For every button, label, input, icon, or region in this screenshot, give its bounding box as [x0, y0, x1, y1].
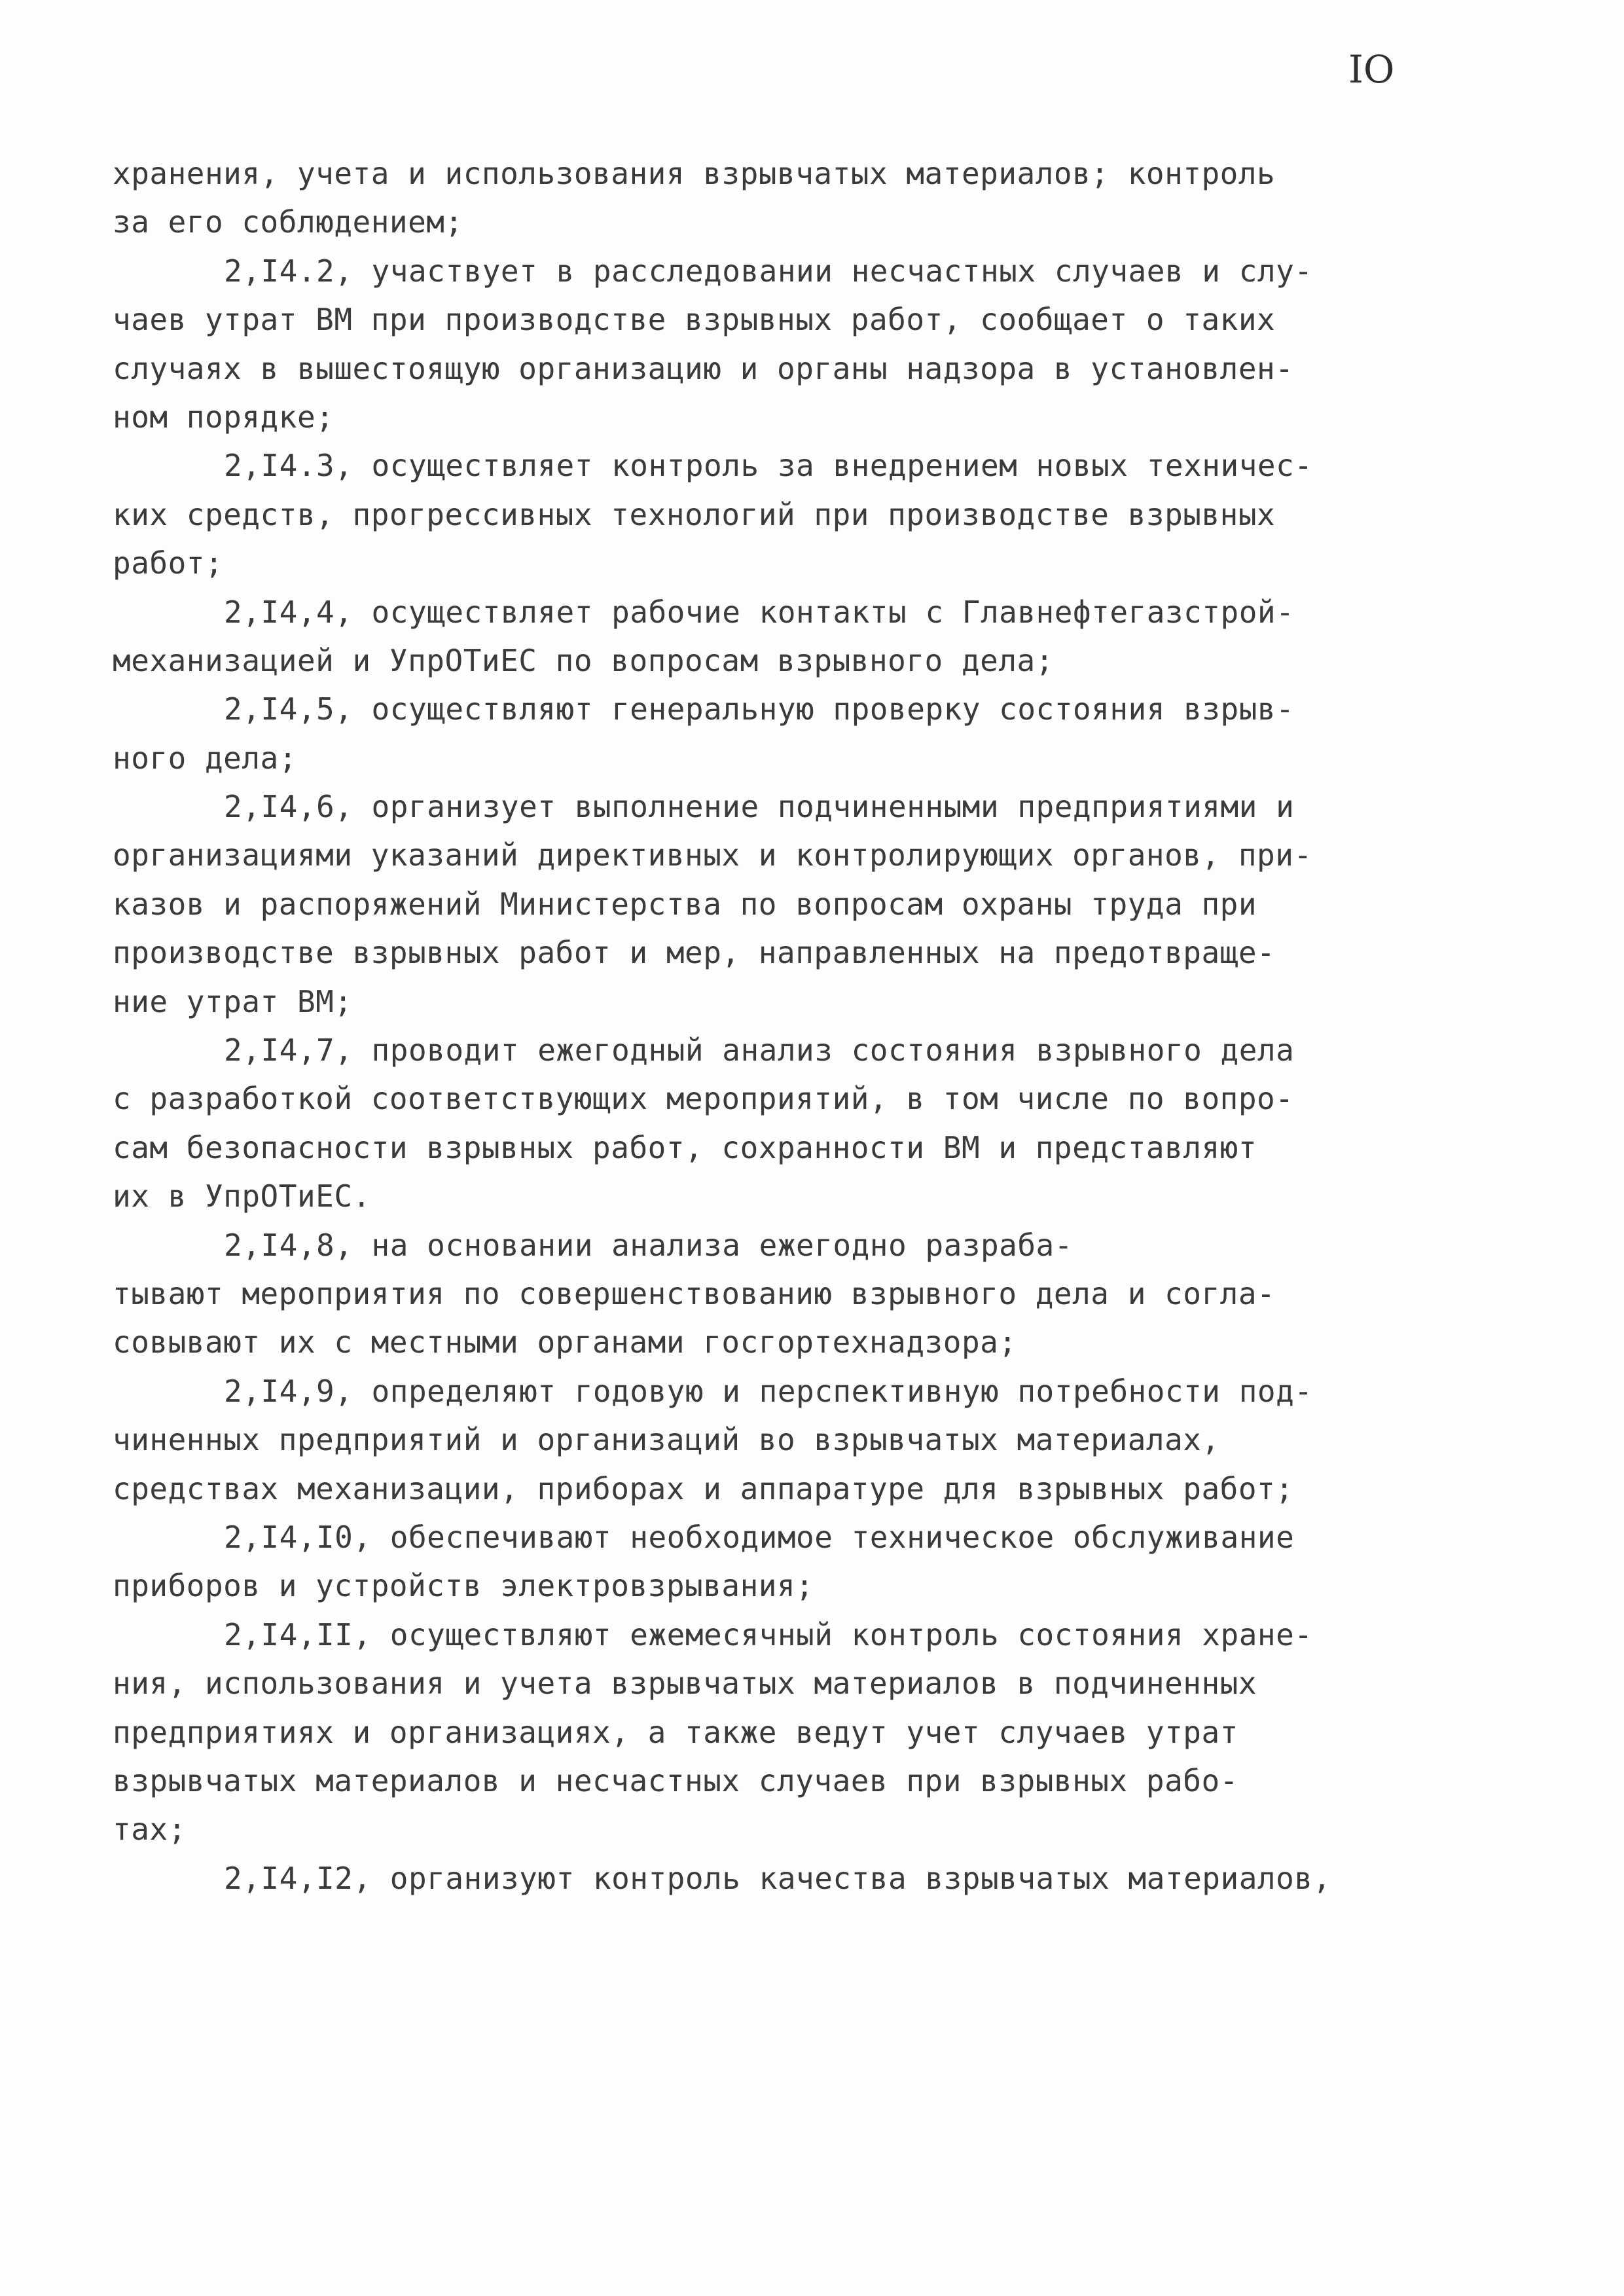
- text-line: тах;: [113, 1812, 187, 1848]
- text-line: организациями указаний директивных и контролирующих органов, при-: [113, 837, 1312, 873]
- text-line: приборов и устройств электровзрывания;: [113, 1568, 814, 1604]
- text-line: их в УпрОТиЕС.: [113, 1178, 371, 1214]
- text-line: 2,I4,4, осуществляет рабочие контакты с Главнефтегазстрой-: [224, 594, 1295, 630]
- text-line: производстве взрывных работ и мер, направленных на предотвраще-: [113, 935, 1276, 971]
- text-line: взрывчатых материалов и несчастных случаев при взрывных рабо-: [113, 1762, 1238, 1798]
- text-line: чиненных предприятий и организаций во взрывчатых материалах,: [113, 1422, 1220, 1458]
- text-line: хранения, учета и использования взрывчатых материалов; контроль: [113, 156, 1276, 191]
- text-line: 2,I4.2, участвует в расследовании несчастных случаев и слу-: [224, 253, 1313, 289]
- text-line: за его соблюдением;: [113, 204, 463, 240]
- text-line: 2,I4,II, осуществляют ежемесячный контроль состояния хране-: [224, 1616, 1313, 1652]
- text-line: тывают мероприятия по совершенствованию взрывного дела и согла-: [113, 1275, 1276, 1311]
- text-line: ние утрат ВМ;: [113, 983, 353, 1019]
- text-line: механизацией и УпрОТиЕС по вопросам взрывного дела;: [113, 642, 1054, 678]
- text-line: сам безопасности взрывных работ, сохранности ВМ и представляют: [113, 1129, 1257, 1165]
- text-line: 2,I4,6, организует выполнение подчиненными предприятиями и: [224, 789, 1295, 825]
- text-line: ния, использования и учета взрывчатых материалов в подчиненных: [113, 1666, 1257, 1702]
- text-line: ном порядке;: [113, 399, 334, 435]
- text-line: ких средств, прогрессивных технологий при производстве взрывных: [113, 496, 1276, 532]
- text-line: совывают их с местными органами госгортехнадзора;: [113, 1324, 1017, 1360]
- page-number: IO: [1348, 47, 1395, 92]
- text-line: средствах механизации, приборах и аппаратуре для взрывных работ;: [113, 1470, 1294, 1506]
- body-text: [113, 149, 1474, 1903]
- text-line: ного дела;: [113, 740, 297, 776]
- text-line: 2,I4.3, осуществляет контроль за внедрением новых техничес-: [224, 448, 1313, 484]
- text-line: 2,I4,7, проводит ежегодный анализ состояния взрывного дела: [224, 1032, 1295, 1068]
- text-line: 2,I4,5, осуществляют генеральную проверку состояния взрыв-: [224, 691, 1295, 727]
- text-line: 2,I4,8, на основании анализа ежегодно разраба-: [224, 1227, 1073, 1263]
- text-line: случаях в вышестоящую организацию и органы надзора в установлен-: [113, 350, 1294, 386]
- text-line: с разработкой соответствующих мероприятий, в том числе по вопро-: [113, 1081, 1294, 1117]
- text-line: 2,I4,9, определяют годовую и перспективную потребности под-: [224, 1373, 1313, 1409]
- text-line: чаев утрат ВМ при производстве взрывных работ, сообщает о таких: [113, 302, 1276, 338]
- text-line: 2,I4,I2, организуют контроль качества взрывчатых материалов,: [224, 1860, 1331, 1896]
- text-line: казов и распоряжений Министерства по вопросам охраны труда при: [113, 886, 1257, 922]
- text-line: 2,I4,I0, обеспечивают необходимое техническое обслуживание: [224, 1519, 1295, 1555]
- text-line: предприятиях и организациях, а также ведут учет случаев утрат: [113, 1714, 1238, 1750]
- text-line: работ;: [113, 545, 224, 581]
